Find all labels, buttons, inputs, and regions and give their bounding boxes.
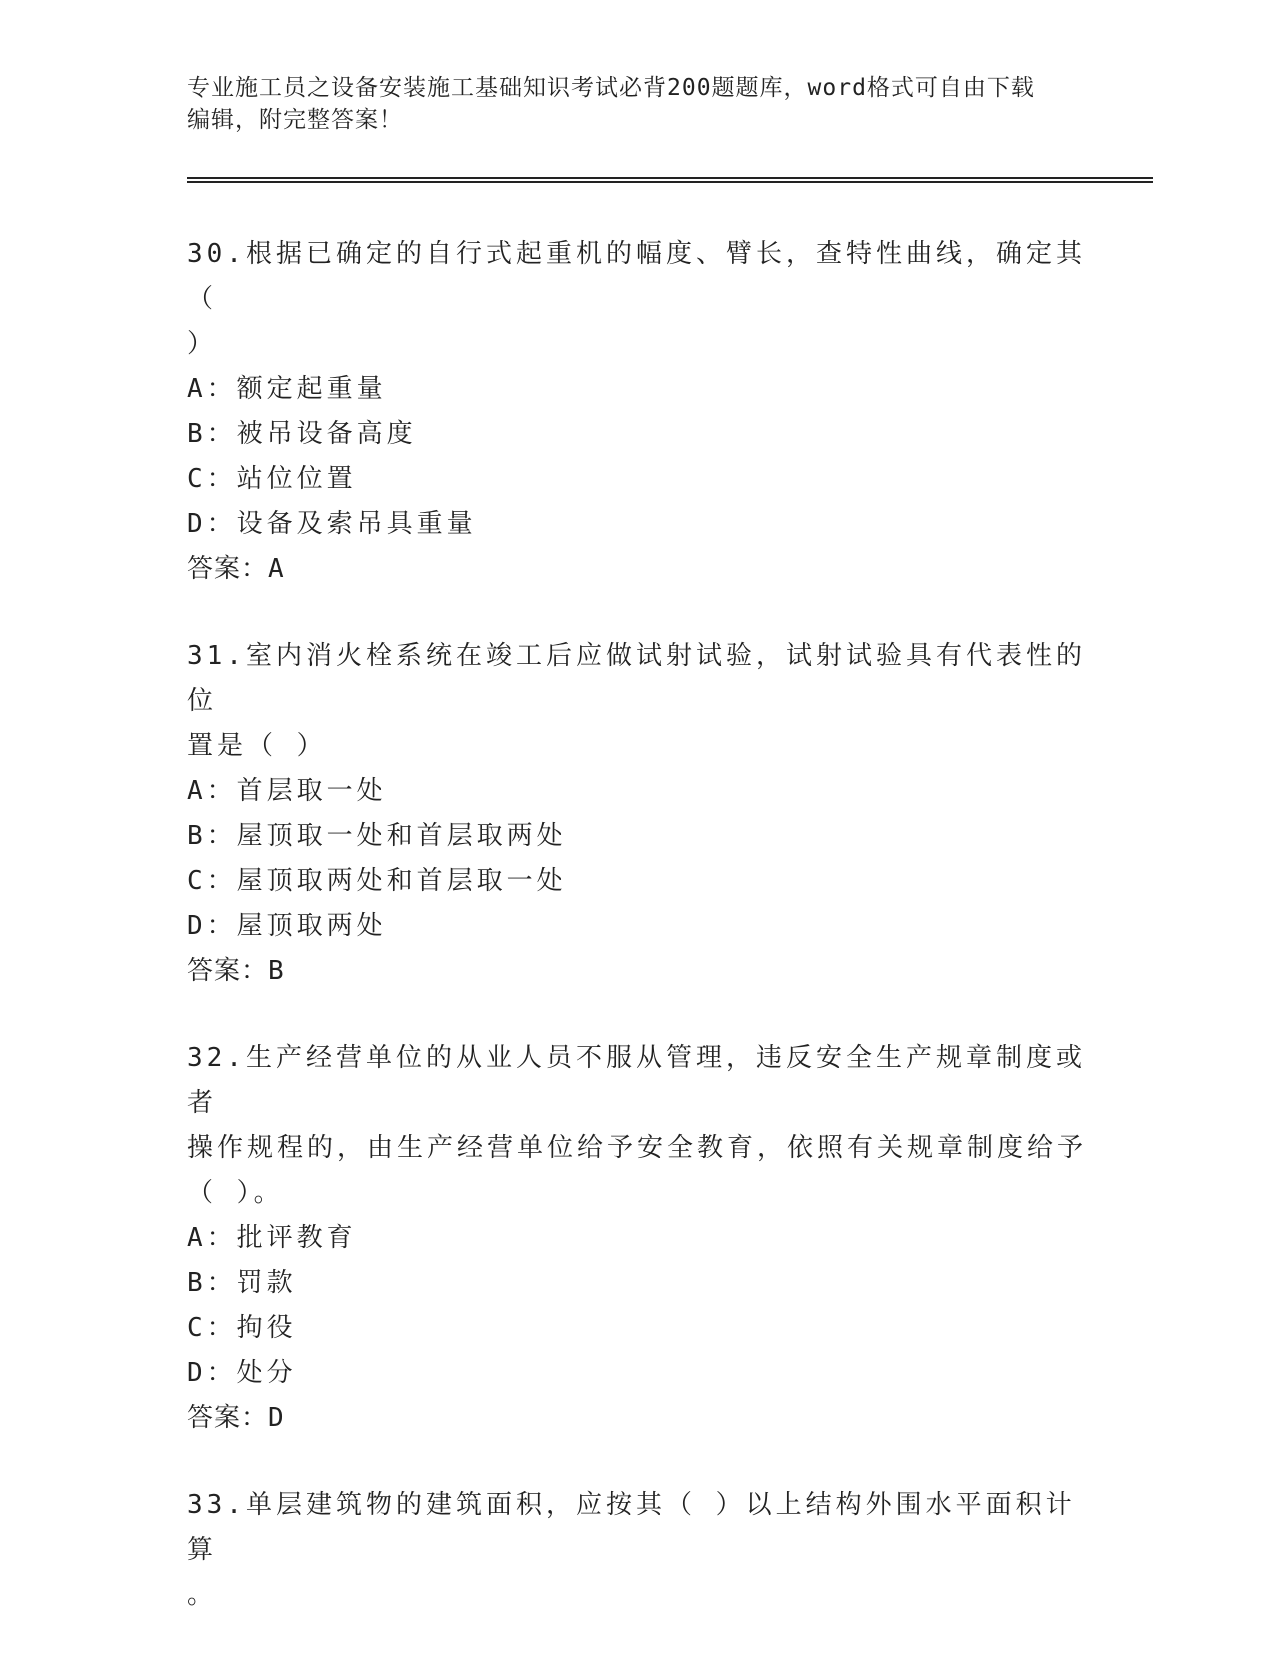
question-list [187, 232, 1087, 1660]
option-d: D：屋顶取两处 [187, 911, 387, 941]
question-32 [187, 1036, 1087, 1441]
question-text-line: （ ）。 [187, 1178, 284, 1208]
option-d: D：处分 [187, 1358, 297, 1388]
answer-value: B [268, 956, 285, 986]
document-header [187, 72, 1067, 136]
option-b: B：屋顶取一处和首层取两处 [187, 821, 567, 851]
question-30 [187, 232, 1087, 592]
question-text-line: 置是（ ） [187, 731, 327, 761]
answer-line [187, 949, 1087, 994]
question-text-line: ） [187, 329, 218, 359]
question-text-line: 31.室内消火栓系统在竣工后应做试射试验，试射试验具有代表性的位 [187, 641, 1086, 716]
answer-label: 答案： [187, 956, 269, 986]
answer-value: A [268, 554, 285, 584]
option-c: C：屋顶取两处和首层取一处 [187, 866, 567, 896]
question-31 [187, 634, 1087, 994]
option-b: B：罚款 [187, 1268, 297, 1298]
answer-value: D [268, 1403, 285, 1433]
question-text-line: 30.根据已确定的自行式起重机的幅度、臂长，查特性曲线，确定其（ [187, 239, 1086, 314]
option-a: A：首层取一处 [187, 776, 387, 806]
question-text-line: 。 [187, 1580, 218, 1610]
option-b: B：被吊设备高度 [187, 419, 417, 449]
question-33 [187, 1483, 1087, 1618]
answer-line [187, 547, 1087, 592]
question-text-line: 33.单层建筑物的建筑面积，应按其（ ）以上结构外围水平面积计算 [187, 1490, 1076, 1565]
header-line-2: 编辑，附完整答案！ [187, 107, 403, 133]
answer-label: 答案： [187, 554, 269, 584]
option-c: C：拘役 [187, 1313, 297, 1343]
option-c: C：站位位置 [187, 464, 357, 494]
header-divider [187, 177, 1153, 183]
header-line-1: 专业施工员之设备安装施工基础知识考试必背200题题库，word格式可自由下载 [187, 75, 1035, 101]
option-a: A：批评教育 [187, 1223, 357, 1253]
option-a: A：额定起重量 [187, 374, 387, 404]
answer-line [187, 1396, 1087, 1441]
answer-label: 答案： [187, 1403, 269, 1433]
question-text-line: 32.生产经营单位的从业人员不服从管理，违反安全生产规章制度或者 [187, 1043, 1086, 1118]
option-d: D：设备及索吊具重量 [187, 509, 477, 539]
question-text-line: 操作规程的，由生产经营单位给予安全教育，依照有关规章制度给予 [187, 1133, 1088, 1163]
